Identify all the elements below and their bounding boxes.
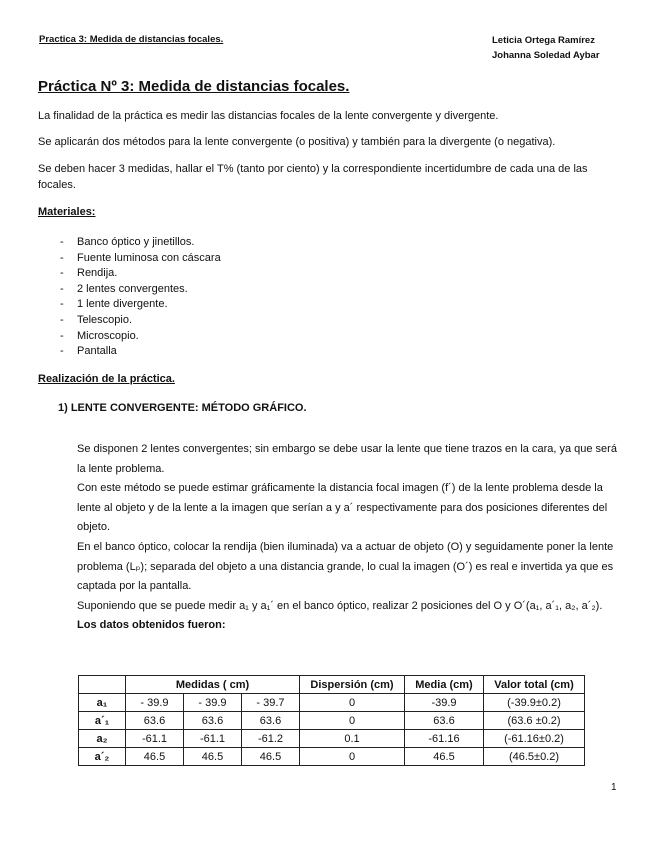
cell-measure-3: 46.5 [242, 748, 300, 766]
cell-dispersion: 0.1 [300, 730, 405, 748]
data-label: Los datos obtenidos fueron: [77, 619, 226, 632]
cell-mean: 46.5 [405, 748, 484, 766]
intro-paragraph-3: Se deben hacer 3 medidas, hallar el T% (tanto por ciento) y la correspondiente incertidumbre de cada una de las focales. [38, 163, 588, 191]
list-item: - Microscopio. [60, 329, 221, 345]
cell-mean: -39.9 [405, 694, 484, 712]
intro-paragraph-2: Se aplicarán dos métodos para la lente convergente (o positiva) y también para la divergente (o negativa). [38, 136, 556, 148]
table-header-empty [79, 676, 126, 694]
table-header-mean: Media (cm) [405, 676, 484, 694]
cell-mean: -61.16 [405, 730, 484, 748]
table-row [79, 748, 585, 766]
cell-total: (46.5±0.2) [484, 748, 585, 766]
method-paragraph-2: Con este método se puede estimar gráficamente la distancia focal imagen (f´) de la lente problema desde la lente al objeto y de la lente a la imagen que serían a y a´ respectivamente para dos posiciones diferentes del objeto. [77, 482, 608, 534]
header-doc-title: Practica 3: Medida de distancias focales. [39, 34, 224, 45]
table-row [79, 712, 585, 730]
page-number: 1 [611, 782, 617, 793]
cell-measure-1: - 39.9 [126, 694, 184, 712]
table-row [79, 730, 585, 748]
list-item: - Rendija. [60, 266, 221, 282]
row-label: a´₁ [79, 712, 126, 730]
cell-measure-3: 63.6 [242, 712, 300, 730]
cell-measure-2: 46.5 [184, 748, 242, 766]
cell-measure-1: 46.5 [126, 748, 184, 766]
cell-dispersion: 0 [300, 694, 405, 712]
table-header-total: Valor total (cm) [484, 676, 585, 694]
header-authors [492, 33, 600, 63]
list-item: - 2 lentes convergentes. [60, 282, 221, 298]
cell-measure-3: - 39.7 [242, 694, 300, 712]
cell-measure-1: 63.6 [126, 712, 184, 730]
intro-paragraph-1: La finalidad de la práctica es medir las distancias focales de la lente convergente y divergente. [38, 110, 499, 122]
row-label: a₁ [79, 694, 126, 712]
list-item: - Telescopio. [60, 313, 221, 329]
cell-mean: 63.6 [405, 712, 484, 730]
method-paragraph-3: En el banco óptico, colocar la rendija (bien iluminada) va a actuar de objeto (O) y seguidamente poner la lente problema (Lₚ); separada del objeto a una distancia grande, lo cual la imagen (O´) es real e invertida ya que es captada por la pantalla. [77, 540, 614, 593]
list-item: - 1 lente divergente. [60, 297, 221, 313]
table-header-dispersion: Dispersión (cm) [300, 676, 405, 694]
cell-total: (-61.16±0.2) [484, 730, 585, 748]
list-item: - Banco óptico y jinetillos. [60, 235, 221, 251]
cell-measure-2: 63.6 [184, 712, 242, 730]
materials-list [60, 235, 221, 360]
author-1: Leticia Ortega Ramírez [492, 35, 595, 46]
table-header-measures: Medidas ( cm) [126, 676, 300, 694]
cell-total: (63.6 ±0.2) [484, 712, 585, 730]
table-row [79, 694, 585, 712]
page-title: Práctica Nº 3: Medida de distancias focales. [38, 78, 350, 95]
cell-measure-2: -61.1 [184, 730, 242, 748]
data-table [78, 675, 585, 766]
realization-heading: Realización de la práctica. [38, 373, 175, 385]
list-item: - Pantalla [60, 344, 221, 360]
list-item: - Fuente luminosa con cáscara [60, 251, 221, 267]
row-label: a₂ [79, 730, 126, 748]
cell-measure-3: -61.2 [242, 730, 300, 748]
materials-heading: Materiales: [38, 206, 96, 218]
cell-total: (-39.9±0.2) [484, 694, 585, 712]
cell-measure-1: -61.1 [126, 730, 184, 748]
method-description [77, 440, 622, 636]
author-2: Johanna Soledad Aybar [492, 50, 600, 61]
cell-dispersion: 0 [300, 712, 405, 730]
cell-dispersion: 0 [300, 748, 405, 766]
section-1-heading: 1) LENTE CONVERGENTE: MÉTODO GRÁFICO. [58, 402, 307, 414]
table-header-row [79, 676, 585, 694]
method-paragraph-4: Suponiendo que se puede medir a₁ y a₁´ en el banco óptico, realizar 2 posiciones del O y O´(a₁, a´₁, a₂, a´₂). [77, 599, 603, 612]
method-paragraph-1: Se disponen 2 lentes convergentes; sin embargo se debe usar la lente que tiene trazos en la cara, ya que será la lente problema. [77, 443, 617, 475]
cell-measure-2: - 39.9 [184, 694, 242, 712]
row-label: a´₂ [79, 748, 126, 766]
